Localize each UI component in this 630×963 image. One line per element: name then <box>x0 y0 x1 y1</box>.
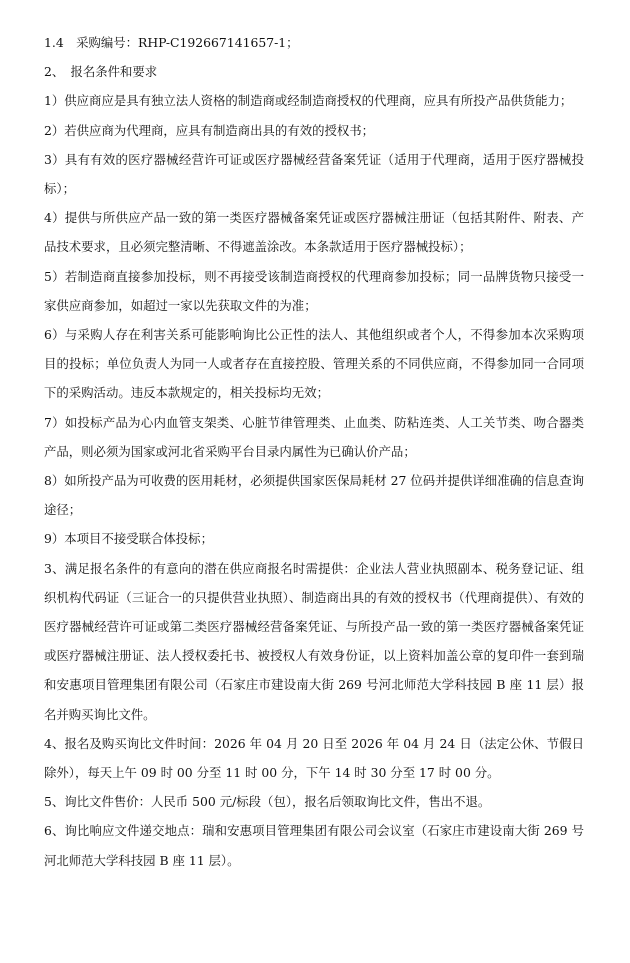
document-body <box>44 28 584 875</box>
requirement-6: 6）与采购人存在利害关系可能影响询比公正性的法人、其他组织或者个人，不得参加本次采购项目的投标；单位负责人为同一人或者存在直接控股、管理关系的不同供应商，不得参加同一合同项下的采购活动。违反本款规定的，相关投标均无效； <box>44 327 584 401</box>
requirement-2: 2）若供应商为代理商，应具有制造商出具的有效的授权书； <box>44 122 375 138</box>
requirement-1: 1）供应商应是具有独立法人资格的制造商或经制造商授权的代理商，应具有所投产品供货能力； <box>44 93 573 109</box>
section-4-registration-time: 4、报名及购买询比文件时间：2026 年 04 月 20 日至 2026 年 04 月 24 日（法定公休、节假日除外），每天上午 09 时 00 分至 11 时 00 分，下午 14 时 30 分至 17 时 00 分。 <box>44 735 584 781</box>
section-2-heading: 2、 报名条件和要求 <box>44 64 158 80</box>
requirement-3: 3）具有有效的医疗器械经营许可证或医疗器械经营备案凭证（适用于代理商，适用于医疗器械投标）； <box>44 151 584 197</box>
requirement-9: 9）本项目不接受联合体投标； <box>44 531 213 547</box>
section-1-4-procurement-number: 1.4 采购编号：RHP-C192667141657-1； <box>44 35 299 50</box>
section-5-document-price: 5、询比文件售价：人民币 500 元/标段（包），报名后领取询比文件，售出不退。 <box>44 794 491 810</box>
section-6-submission-location: 6、询比响应文件递交地点：瑞和安惠项目管理集团有限公司会议室（石家庄市建设南大街 269 号河北师范大学科技园 B 座 11 层）。 <box>44 823 584 868</box>
section-3-registration-documents: 3、满足报名条件的有意向的潜在供应商报名时需提供：企业法人营业执照副本、税务登记证、组织机构代码证（三证合一的只提供营业执照）、制造商出具的有效的授权书（代理商提供）、有效的医疗器械经营许可证或第二类医疗器械经营备案凭证、与所投产品一致的第一类医疗器械备案凭证或医疗器械注册证、法人授权委托书、被授权人有效身份证，以上资料加盖公章的复印件一套到瑞和安惠项目管理集团有限公司（石家庄市建设南大街 269 号河北师范大学科技园 B 座 11 层）报名并购买询比文件。 <box>44 560 584 722</box>
requirement-8: 8）如所投产品为可收费的医用耗材，必须提供国家医保局耗材 27 位码并提供详细准确的信息查询途径； <box>44 473 584 518</box>
requirement-4: 4）提供与所供应产品一致的第一类医疗器械备案凭证或医疗器械注册证（包括其附件、附表、产品技术要求，且必须完整清晰、不得遮盖涂改。本条款适用于医疗器械投标）； <box>44 210 584 255</box>
requirement-5: 5）若制造商直接参加投标，则不再接受该制造商授权的代理商参加投标；同一品牌货物只接受一家供应商参加，如超过一家以先获取文件的为准； <box>44 268 584 313</box>
requirement-7: 7）如投标产品为心内血管支架类、心脏节律管理类、止血类、防粘连类、人工关节类、吻合器类产品，则必须为国家或河北省采购平台目录内属性为已确认价产品； <box>44 414 584 459</box>
